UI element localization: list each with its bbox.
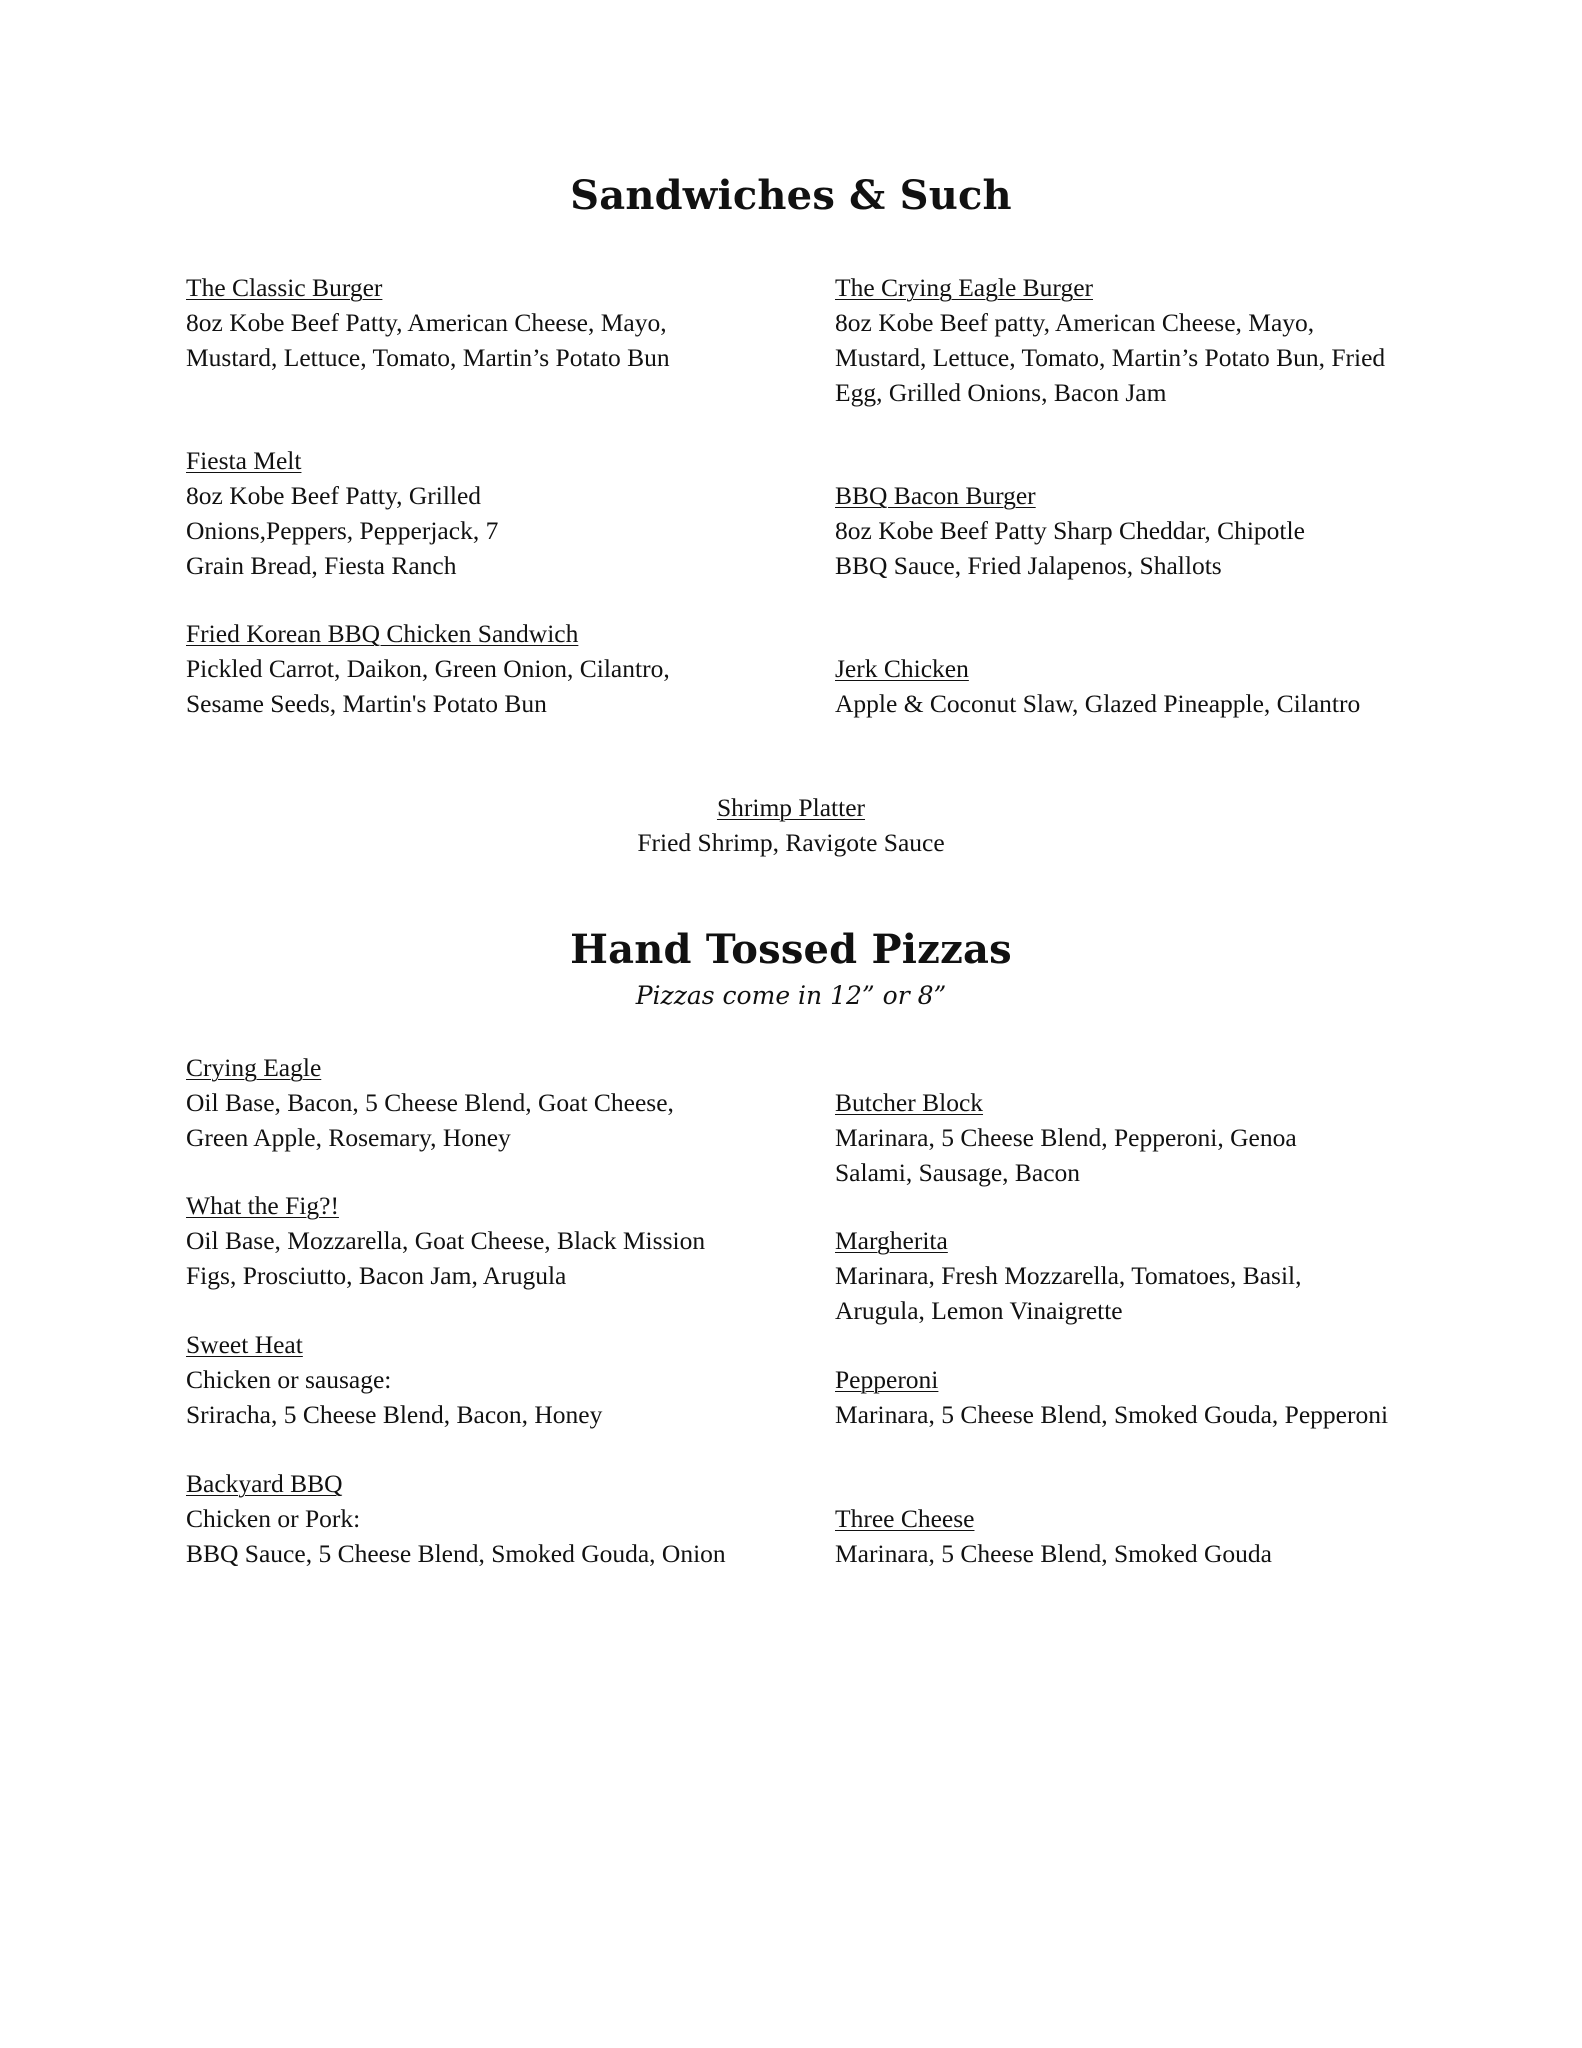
pizza-backyard-bbq <box>186 1466 786 1571</box>
item-name: BBQ Bacon Burger <box>835 481 1036 510</box>
item-name: Three Cheese <box>835 1504 975 1533</box>
item-desc: Marinara, 5 Cheese Blend, Smoked Gouda, Pepperoni <box>835 1400 1389 1429</box>
menu-item-crying-eagle-burger <box>835 270 1435 410</box>
pizzas-title: Hand Tossed Pizzas <box>570 926 1012 973</box>
item-desc: Sriracha, 5 Cheese Blend, Bacon, Honey <box>186 1400 603 1429</box>
item-desc: 8oz Kobe Beef patty, American Cheese, Mayo, Mustard, Lettuce, Tomato, Martin’s Potato Bun, Fried Egg, Grilled Onions, Bacon Jam <box>835 308 1386 407</box>
menu-item-shrimp-platter <box>0 790 1582 860</box>
item-desc: 8oz Kobe Beef Patty, Grilled Onions,Peppers, Pepperjack, 7 Grain Bread, Fiesta Ranch <box>186 481 499 580</box>
item-name: Shrimp Platter <box>716 793 866 822</box>
item-name: Crying Eagle <box>186 1053 322 1082</box>
menu-item-jerk-chicken <box>835 651 1435 721</box>
pizza-margherita <box>835 1223 1435 1328</box>
item-name: Pepperoni <box>835 1365 939 1394</box>
pizza-three-cheese <box>835 1501 1435 1571</box>
pizza-what-the-fig <box>186 1188 786 1293</box>
item-name: The Crying Eagle Burger <box>835 273 1094 302</box>
item-desc: Marinara, Fresh Mozzarella, Tomatoes, Basil, Arugula, Lemon Vinaigrette <box>835 1261 1302 1325</box>
item-protein: Chicken or Pork: <box>186 1504 361 1533</box>
sandwiches-title: Sandwiches & Such <box>570 172 1012 219</box>
item-desc: Fried Shrimp, Ravigote Sauce <box>637 828 945 857</box>
item-name: Margherita <box>835 1226 948 1255</box>
item-name: Fried Korean BBQ Chicken Sandwich <box>186 619 579 648</box>
item-desc: Marinara, 5 Cheese Blend, Smoked Gouda <box>835 1539 1272 1568</box>
pizza-butcher-block <box>835 1085 1435 1190</box>
item-name: Backyard BBQ <box>186 1469 343 1498</box>
pizza-crying-eagle <box>186 1050 786 1155</box>
item-name: Jerk Chicken <box>835 654 969 683</box>
menu-item-bbq-bacon-burger <box>835 478 1435 583</box>
item-desc: BBQ Sauce, 5 Cheese Blend, Smoked Gouda, Onion <box>186 1539 726 1568</box>
item-name: Fiesta Melt <box>186 446 302 475</box>
pizza-sweet-heat <box>186 1327 786 1432</box>
item-desc: Pickled Carrot, Daikon, Green Onion, Cilantro, Sesame Seeds, Martin's Potato Bun <box>186 654 670 718</box>
menu-item-korean-bbq-chicken <box>186 616 786 721</box>
item-name: Sweet Heat <box>186 1330 303 1359</box>
item-protein: Chicken or sausage: <box>186 1365 392 1394</box>
item-desc: Oil Base, Bacon, 5 Cheese Blend, Goat Cheese, Green Apple, Rosemary, Honey <box>186 1088 674 1152</box>
pizzas-subtitle: Pizzas come in 12” or 8” <box>635 981 947 1010</box>
pizza-pepperoni <box>835 1362 1435 1432</box>
item-desc: Apple & Coconut Slaw, Glazed Pineapple, Cilantro <box>835 689 1361 718</box>
menu-item-classic-burger <box>186 270 786 375</box>
item-name: What the Fig?! <box>186 1191 339 1220</box>
item-name: Butcher Block <box>835 1088 984 1117</box>
item-name: The Classic Burger <box>186 273 383 302</box>
item-desc: 8oz Kobe Beef Patty, American Cheese, Mayo, Mustard, Lettuce, Tomato, Martin’s Potato Bun <box>186 308 670 372</box>
item-desc: Marinara, 5 Cheese Blend, Pepperoni, Genoa Salami, Sausage, Bacon <box>835 1123 1297 1187</box>
menu-item-fiesta-melt <box>186 443 786 583</box>
item-desc: Oil Base, Mozzarella, Goat Cheese, Black Mission Figs, Prosciutto, Bacon Jam, Arugula <box>186 1226 706 1290</box>
item-desc: 8oz Kobe Beef Patty Sharp Cheddar, Chipotle BBQ Sauce, Fried Jalapenos, Shallots <box>835 516 1305 580</box>
